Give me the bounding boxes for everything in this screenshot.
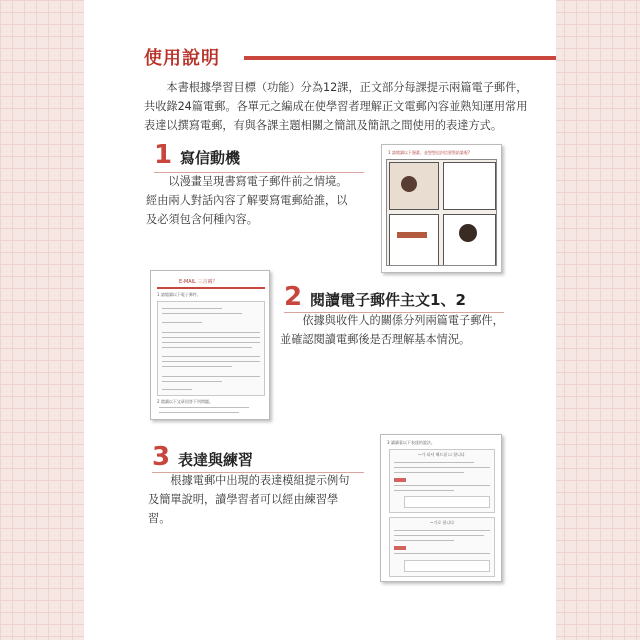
comic-panel-3: [389, 214, 439, 266]
text-line: [162, 366, 232, 367]
comic-illustration: [386, 159, 497, 266]
section-3-number: 3: [152, 442, 171, 472]
section-1-number: 1: [154, 140, 173, 170]
email-thumb-header: 1 請閱讀以下電子郵件。: [157, 292, 201, 297]
section-3-title: 表達與練習: [178, 451, 254, 469]
text-line: [394, 472, 464, 473]
practice-thumb-header: 3 讀讀看以下表達的說法。: [387, 440, 435, 445]
practice-box-1: [389, 449, 495, 513]
section-1-text: 以漫畫呈現書寫電子郵件前之情境。經由兩人對話內容了解要寫電郵給誰，以及必須包含何種內容。: [146, 175, 348, 226]
text-line: [162, 356, 260, 357]
text-line: [394, 462, 474, 463]
text-line: [394, 490, 454, 491]
email-thumb-title: E-MAIL 三言兩？: [179, 279, 218, 285]
example-box: [404, 496, 490, 508]
practice-sub-2: ~기로 합니다: [430, 520, 454, 525]
page-sheet: [84, 0, 556, 640]
text-line: [162, 376, 260, 377]
section-2-number: 2: [284, 282, 303, 312]
example-box: [404, 560, 490, 572]
red-tag: [394, 546, 406, 550]
character-head-icon: [459, 224, 477, 242]
intro-paragraph: 本書根據學習目標（功能）分為12課，正文部分每課提示兩篇電子郵件，共收錄24篇電郵。各單元之編成在使學習者理解正文電郵內容並熟知運用常用表達以撰寫電郵，有與各課主題相關之簡訊及簡訊之間使用的表達方式。: [144, 81, 528, 132]
page-title: 使用說明: [144, 48, 220, 69]
text-line: [162, 332, 260, 333]
text-line: [162, 389, 192, 390]
text-line: [394, 485, 490, 486]
practice-box-2: [389, 517, 495, 577]
red-tag: [394, 478, 406, 482]
section-1-title: 寫信動機: [180, 149, 241, 167]
section-3-text: 根據電郵中出現的表達模組提示例句及簡單說明，讀學習者可以經由練習學習。: [148, 474, 350, 525]
comic-thumb-header: 1 請閱讀以下漫畫，並想想這封信要寫給誰呢?: [388, 150, 470, 155]
text-line: [394, 540, 454, 541]
text-line: [162, 361, 260, 362]
email-thumb-footer: 2 閱讀以下文章回答下列問題。: [157, 399, 213, 404]
section-2-text: 依據與收件人的關係分列兩篇電子郵件，並確認閱讀電郵後是否理解基本情況。: [280, 314, 504, 346]
text-line: [162, 313, 242, 314]
text-line: [162, 308, 222, 309]
text-line: [159, 412, 239, 413]
text-line: [162, 347, 252, 348]
furniture-shape: [397, 232, 427, 238]
comic-panel-2: [443, 162, 496, 210]
comic-thumbnail: [381, 144, 502, 273]
practice-thumbnail: [380, 434, 502, 582]
text-line: [162, 381, 222, 382]
text-line: [162, 342, 260, 343]
text-line: [394, 535, 484, 536]
section-2-title: 閱讀電子郵件主文1、2: [310, 291, 466, 309]
title-rule: [244, 56, 556, 60]
text-line: [394, 530, 490, 531]
email-body-box: [157, 301, 265, 396]
text-line: [394, 553, 490, 554]
email-thumb-rule: [157, 287, 265, 289]
email-thumbnail: [150, 270, 270, 420]
text-line: [159, 407, 249, 408]
text-line: [162, 337, 260, 338]
usage-heading: [84, 42, 556, 70]
character-head-icon: [401, 176, 417, 192]
practice-sub-1: ~가 되셔 해드릴 ☐ 합니다: [418, 452, 465, 457]
text-line: [394, 467, 490, 468]
text-line: [162, 322, 202, 323]
